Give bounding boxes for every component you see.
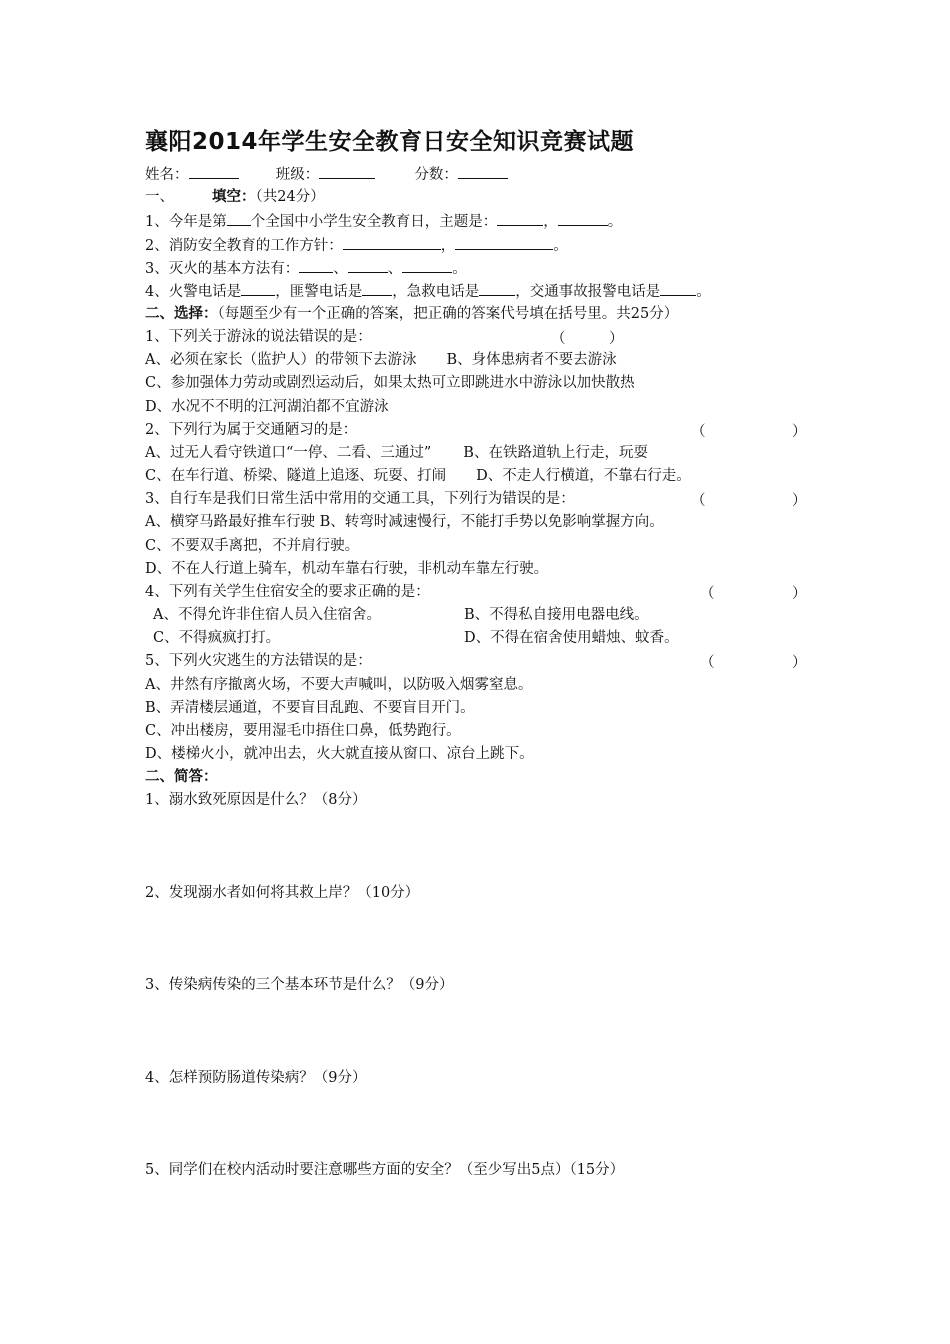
section2-title: 二、选择： <box>145 306 218 322</box>
question-text: 4、火警电话是 <box>145 284 242 300</box>
answer-paren-open: （ <box>691 424 706 440</box>
short-answer-question-5: 5、同学们在校内活动时要注意哪些方面的安全？（至少写出5点）（15分） <box>145 1162 625 1178</box>
question-text: ， <box>440 238 456 254</box>
answer-blank[interactable] <box>227 211 251 226</box>
short-answer-question-3: 3、传染病传染的三个基本环节是什么？（9分） <box>145 977 454 993</box>
question-text: ，急救电话是 <box>392 284 480 300</box>
choice-question-4: 4、下列有关学生住宿安全的要求正确的是： <box>145 584 430 600</box>
option-c[interactable]: C、不要双手离把，不并肩行驶。 <box>145 538 360 554</box>
choice-options-row <box>145 443 648 463</box>
choice-question-3: 3、自行车是我们日常生活中常用的交通工具，下列行为错误的是： <box>145 491 575 507</box>
question-text: 。 <box>452 261 467 277</box>
question-text: ， <box>543 214 558 230</box>
section1-title: 填空： <box>212 189 256 205</box>
fill-question-1 <box>145 211 622 232</box>
answer-paren-close: ） <box>792 655 807 671</box>
option-d[interactable]: D、不得在宿舍使用蜡烛、蚊香。 <box>464 630 679 646</box>
section2-instructions: （每题至少有一个正确的答案，把正确的答案代号填在括号里。共25分） <box>217 306 679 322</box>
option-b[interactable]: B、弄清楼层通道，不要盲目乱跑、不要盲目开门。 <box>145 700 475 716</box>
option-b[interactable]: B、身体患病者不要去游泳 <box>446 352 617 368</box>
option-c[interactable]: C、在车行道、桥梁、隧道上追逐、玩耍、打闹 <box>145 468 447 484</box>
question-text: 2、消防安全教育的工作方针： <box>145 238 343 254</box>
section1-heading <box>145 187 325 207</box>
option-d[interactable]: D、楼梯火小，就冲出去，火大就直接从窗口、凉台上跳下。 <box>145 746 534 762</box>
answer-paren-open: （ <box>700 586 715 602</box>
choice-question-1: 1、下列关于游泳的说法错误的是： <box>145 329 372 345</box>
answer-paren-close: ） <box>792 586 807 602</box>
answer-paren-open: （ <box>551 331 566 347</box>
question-text: 、 <box>387 261 403 277</box>
option-a[interactable]: A、必须在家长（监护人）的带领下去游泳 <box>145 352 417 368</box>
option-d[interactable]: D、不在人行道上骑车，机动车靠右行驶，非机动车靠左行驶。 <box>145 561 549 577</box>
page-title: 襄阳2014年学生安全教育日安全知识竞赛试题 <box>145 129 635 155</box>
section2-heading <box>145 304 678 324</box>
question-text: 1、今年是第 <box>145 214 227 230</box>
answer-blank[interactable] <box>402 258 452 273</box>
answer-paren-open: （ <box>700 655 715 671</box>
class-label: 班级： <box>275 167 320 183</box>
fill-question-4 <box>145 281 711 302</box>
answer-paren-open: （ <box>691 493 706 509</box>
option-c[interactable]: C、不得疯疯打打。 <box>153 630 281 646</box>
answer-paren-close: ） <box>792 493 807 509</box>
question-text: 个全国中小学生安全教育日，主题是： <box>250 214 498 230</box>
answer-blank[interactable] <box>299 258 333 273</box>
answer-blank[interactable] <box>479 281 515 296</box>
option-d[interactable]: D、水况不不明的江河湖泊都不宜游泳 <box>145 399 389 415</box>
question-text: 3、灭火的基本方法有： <box>145 261 300 277</box>
choice-options-row <box>145 350 617 370</box>
answer-blank[interactable] <box>455 235 553 250</box>
short-answer-question-2: 2、发现溺水者如何将其救上岸？（10分） <box>145 885 420 901</box>
answer-paren-close: ） <box>792 424 807 440</box>
option-a[interactable]: A、井然有序撤离火场，不要大声喊叫，以防吸入烟雾窒息。 <box>145 677 533 693</box>
question-text: 。 <box>607 214 623 230</box>
option-c[interactable]: C、参加强体力劳动或剧烈运动后，如果太热可立即跳进水中游泳以加快散热 <box>145 375 635 391</box>
question-text: 。 <box>553 238 568 254</box>
answer-paren-close: ） <box>609 331 624 347</box>
class-blank[interactable] <box>319 164 375 179</box>
answer-blank[interactable] <box>343 235 441 250</box>
choice-question-2: 2、下列行为属于交通陋习的是： <box>145 422 358 438</box>
name-blank[interactable] <box>189 164 239 179</box>
option-b[interactable]: B、在铁路道轨上行走，玩耍 <box>463 445 648 461</box>
fill-question-2 <box>145 235 568 256</box>
answer-blank[interactable] <box>241 281 275 296</box>
option-c[interactable]: C、冲出楼房，要用湿毛巾捂住口鼻，低势跑行。 <box>145 723 461 739</box>
choice-question-5: 5、下列火灾逃生的方法错误的是： <box>145 653 372 669</box>
option-b[interactable]: B、不得私自接用电器电线。 <box>464 607 649 623</box>
answer-blank[interactable] <box>362 281 392 296</box>
section1-number: 一、 <box>145 189 174 205</box>
question-text: ，交通事故报警电话是 <box>515 284 661 300</box>
choice-options-row <box>153 605 649 625</box>
answer-blank[interactable] <box>497 211 543 226</box>
fill-question-3 <box>145 258 467 279</box>
question-text: 、 <box>333 261 348 277</box>
answer-blank[interactable] <box>660 281 696 296</box>
option-a-b[interactable]: A、横穿马路最好推车行驶 B、转弯时减速慢行，不能打手势以免影响掌握方向。 <box>145 514 664 530</box>
answer-blank[interactable] <box>558 211 608 226</box>
question-text: ，匪警电话是 <box>275 284 363 300</box>
option-a[interactable]: A、过无人看守铁道口“一停、二看、三通过” <box>145 445 432 461</box>
short-answer-question-1: 1、溺水致死原因是什么？（8分） <box>145 792 367 808</box>
short-answer-question-4: 4、怎样预防肠道传染病？（9分） <box>145 1070 367 1086</box>
student-info-row <box>145 164 508 185</box>
option-d[interactable]: D、不走人行横道，不靠右行走。 <box>476 468 691 484</box>
score-label: 分数： <box>414 167 458 183</box>
name-label: 姓名： <box>145 167 189 183</box>
score-blank[interactable] <box>458 164 508 179</box>
option-a[interactable]: A、不得允许非住宿人员入住宿舍。 <box>153 607 381 623</box>
choice-options-row <box>153 628 679 648</box>
answer-blank[interactable] <box>348 258 388 273</box>
question-text: 。 <box>696 284 711 300</box>
choice-options-row <box>145 466 691 486</box>
section1-points: （共24分） <box>255 189 325 205</box>
section3-heading: 二、简答： <box>145 769 218 785</box>
